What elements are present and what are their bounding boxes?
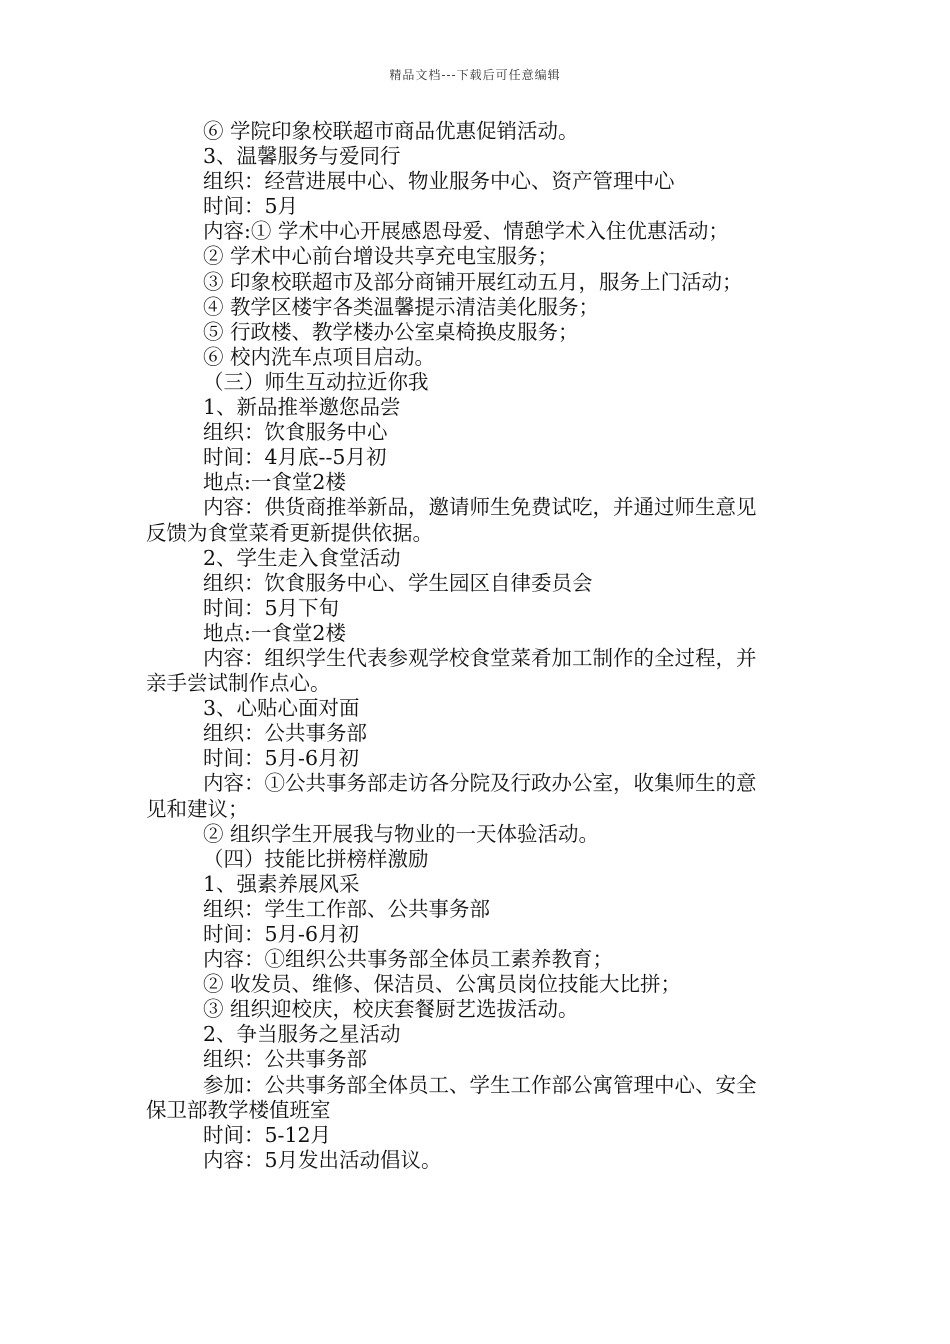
document-line: 内容：组织学生代表参观学校食堂菜肴加工制作的全过程，并 bbox=[203, 645, 757, 670]
document-line: 1、新品推举邀您品尝 bbox=[203, 395, 401, 420]
document-line: 反馈为食堂菜肴更新提供依据。 bbox=[146, 520, 433, 545]
document-line: 内容：供货商推举新品，邀请师生免费试吃，并通过师生意见 bbox=[203, 495, 757, 520]
document-line: 3、心贴心面对面 bbox=[203, 696, 360, 721]
document-line: 保卫部教学楼值班室 bbox=[146, 1097, 331, 1122]
document-line: 地点:一食堂2楼 bbox=[203, 620, 346, 645]
document-line: ⑥ 学院印象校联超市商品优惠促销活动。 bbox=[203, 119, 579, 143]
document-line: 组织：经营进展中心、物业服务中心、资产管理中心 bbox=[203, 169, 675, 194]
document-line: 亲手尝试制作点心。 bbox=[146, 671, 331, 696]
document-line: 内容：5月发出活动倡议。 bbox=[203, 1147, 442, 1172]
document-line: ④ 教学区楼宇各类温馨提示清洁美化服务； bbox=[203, 294, 600, 319]
document-line: ⑤ 行政楼、教学楼办公室桌椅换皮服务； bbox=[203, 319, 579, 344]
document-line: 时间：5月 bbox=[203, 194, 299, 219]
document-line: 内容：①公共事务部走访各分院及行政办公室，收集师生的意 bbox=[203, 771, 757, 796]
document-line: ③ 印象校联超市及部分商铺开展红动五月，服务上门活动； bbox=[203, 269, 743, 294]
document-line: 组织：公共事务部 bbox=[203, 1047, 367, 1072]
document-line: 内容:① 学术中心开展感恩母爱、情憩学术入住优惠活动； bbox=[203, 219, 729, 244]
document-line: 时间：5月-6月初 bbox=[203, 746, 360, 771]
document-line: 见和建议； bbox=[146, 796, 249, 821]
document-line: 内容：①组织公共事务部全体员工素养教育； bbox=[203, 947, 613, 972]
document-line: （四）技能比拼榜样激励 bbox=[203, 846, 429, 871]
document-line: ⑥ 校内洗车点项目启动。 bbox=[203, 344, 436, 369]
document-line: 2、争当服务之星活动 bbox=[203, 1022, 401, 1047]
document-line: 组织：公共事务部 bbox=[203, 721, 367, 746]
document-line: 组织：饮食服务中心、学生园区自律委员会 bbox=[203, 570, 593, 595]
document-line: 组织：饮食服务中心 bbox=[203, 420, 388, 445]
document-line: 时间：5月-6月初 bbox=[203, 922, 360, 946]
document-line: 时间：5月下旬 bbox=[203, 595, 340, 620]
document-line: 地点:一食堂2楼 bbox=[203, 470, 346, 495]
document-body bbox=[146, 119, 810, 1173]
document-line: ③ 组织迎校庆，校庆套餐厨艺选拔活动。 bbox=[203, 997, 579, 1022]
document-line: 3、温馨服务与爱同行 bbox=[203, 144, 401, 169]
document-line: 时间：4月底--5月初 bbox=[203, 445, 387, 470]
document-line: 组织：学生工作部、公共事务部 bbox=[203, 896, 490, 921]
document-line: 时间：5-12月 bbox=[203, 1122, 332, 1147]
document-line: 2、学生走入食堂活动 bbox=[203, 545, 401, 570]
document-line: （三）师生互动拉近你我 bbox=[203, 369, 429, 394]
page-header: 精品文档---下载后可任意编辑 bbox=[389, 68, 561, 82]
document-line: ② 学术中心前台增设共享充电宝服务； bbox=[203, 244, 559, 269]
document-line: 1、强素养展风采 bbox=[203, 871, 360, 896]
document-line: ② 收发员、维修、保洁员、公寓员岗位技能大比拼； bbox=[203, 972, 682, 997]
document-line: 参加：公共事务部全体员工、学生工作部公寓管理中心、安全 bbox=[203, 1072, 757, 1097]
document-line: ② 组织学生开展我与物业的一天体验活动。 bbox=[203, 821, 600, 846]
